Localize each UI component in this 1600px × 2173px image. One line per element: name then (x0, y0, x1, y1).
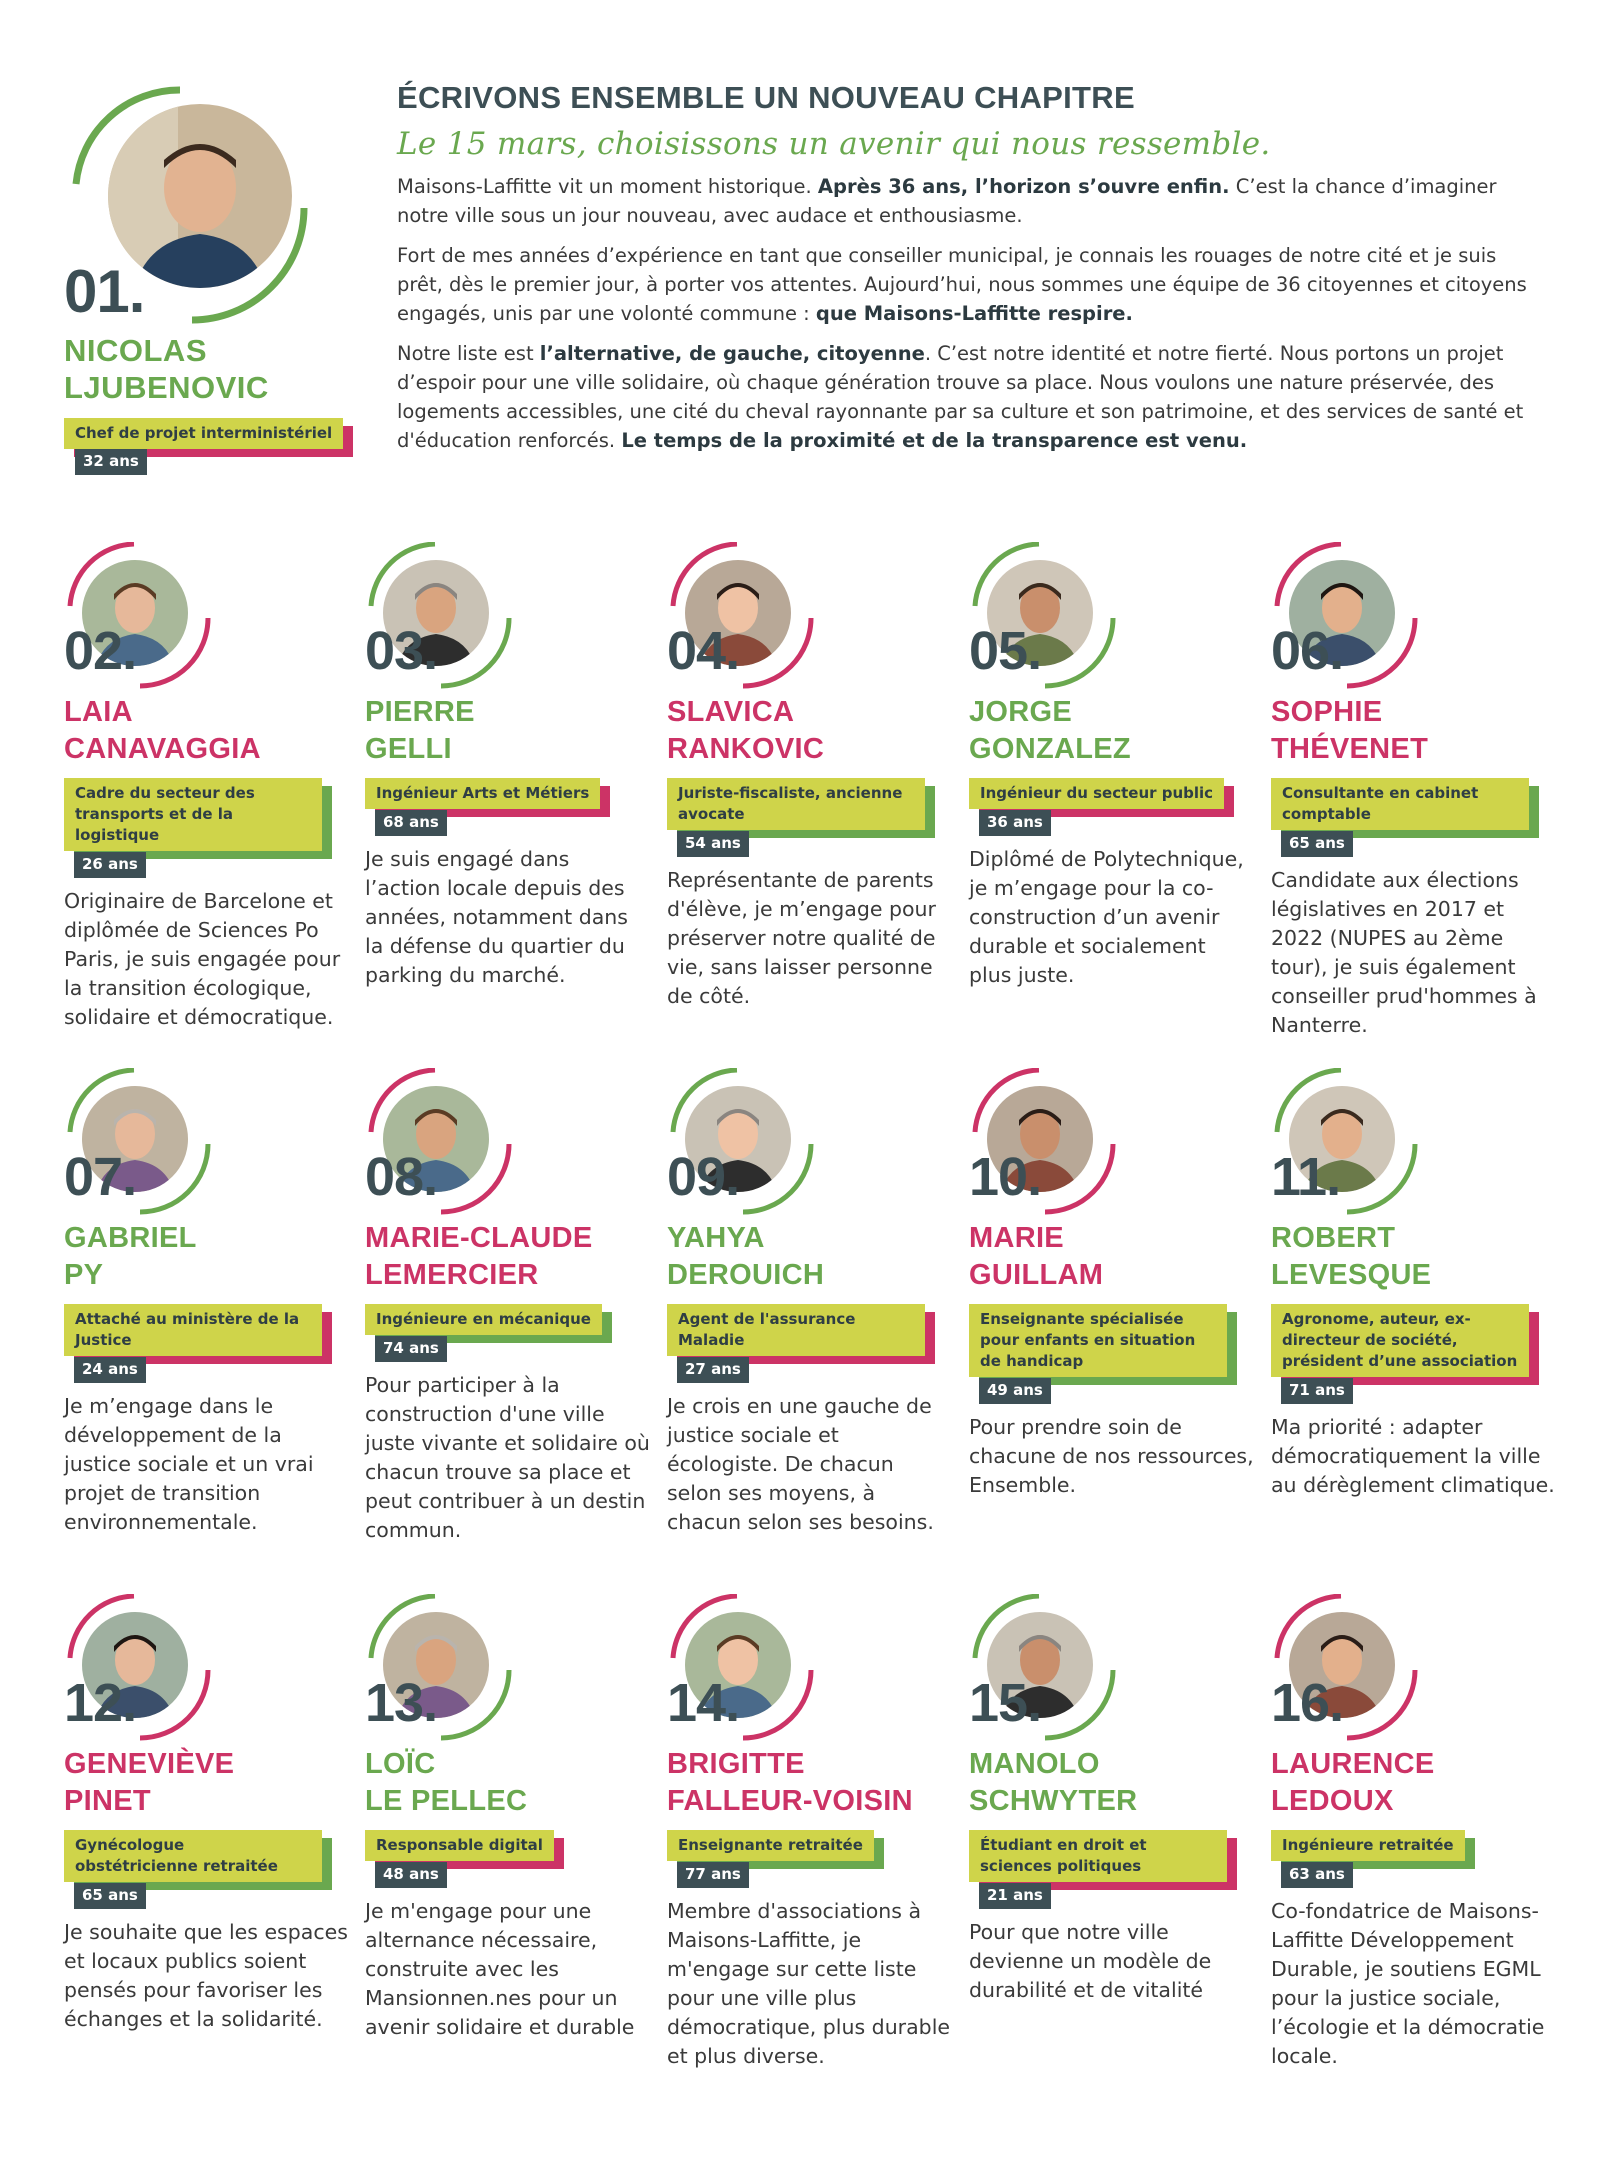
candidate-description: Originaire de Barcelone et diplômée de Sciences Po Paris, je suis engagée pour la transition écologique, solidaire et démocratique. (64, 889, 341, 1029)
candidate-name (969, 1746, 1137, 1820)
candidate-description: Représentante de parents d'élève, je m’engage pour préserver notre qualité de vie, sans laisser personne de côté. (667, 868, 936, 1008)
role-badge (667, 1830, 874, 1861)
role-label: Ingénieur Arts et Métiers (365, 778, 600, 809)
candidate-number: 09. (667, 1147, 740, 1207)
age-badge: 54 ans (677, 831, 749, 857)
role-badge (365, 1304, 602, 1335)
role-badge (969, 778, 1224, 809)
candidate-name (667, 694, 824, 768)
candidate-name (969, 694, 1131, 768)
age-badge: 65 ans (1281, 831, 1353, 857)
first-name: GABRIEL (64, 1222, 197, 1254)
role-badge (1271, 1304, 1529, 1377)
candidate-number: 13. (365, 1673, 438, 1733)
role-label: Agronome, auteur, ex-directeur de société, président d’une association (1271, 1304, 1529, 1377)
intro-title: ÉCRIVONS ENSEMBLE UN NOUVEAU CHAPITRE (397, 80, 1135, 115)
last-name: PINET (64, 1785, 151, 1817)
candidate-name (667, 1220, 824, 1294)
last-name: LEVESQUE (1271, 1259, 1432, 1291)
age-badge: 36 ans (979, 810, 1051, 836)
candidate-number: 03. (365, 621, 438, 681)
last-name: GELLI (365, 733, 452, 765)
candidate-name (1271, 694, 1428, 768)
age-badge: 74 ans (375, 1336, 447, 1362)
age-badge: 27 ans (677, 1357, 749, 1383)
age-badge: 71 ans (1281, 1378, 1353, 1404)
first-name: MARIE (969, 1222, 1064, 1254)
candidate-number: 14. (667, 1673, 740, 1733)
candidate-name (64, 1220, 197, 1294)
candidate-name (1271, 1746, 1435, 1820)
role-label: Gynécologue obstétricienne retraitée (64, 1830, 322, 1882)
bold-text: Après 36 ans, l’horizon s’ouvre enfin. (817, 175, 1230, 198)
age-badge: 49 ans (979, 1378, 1051, 1404)
candidate-number: 02. (64, 621, 137, 681)
candidate-number: 15. (969, 1673, 1042, 1733)
candidate-name (365, 1746, 527, 1820)
role-label: Enseignante spécialisée pour enfants en situation de handicap (969, 1304, 1227, 1377)
age-badge: 26 ans (74, 852, 146, 878)
age-badge: 32 ans (75, 449, 147, 475)
role-label: Attaché au ministère de la Justice (64, 1304, 322, 1356)
role-label: Ingénieure en mécanique (365, 1304, 602, 1335)
role-badge (365, 778, 600, 809)
candidate-description: Ma priorité : adapter démocratiquement la ville au dérèglement climatique. (1271, 1415, 1555, 1497)
candidate-name (365, 694, 475, 768)
first-name: PIERRE (365, 696, 475, 728)
last-name: GUILLAM (969, 1259, 1104, 1291)
role-badge (667, 1304, 925, 1356)
age-badge: 77 ans (677, 1862, 749, 1888)
candidate-description: Membre d'associations à Maisons-Laffitte, je m'engage sur cette liste pour une ville plus démocratique, plus durable et plus diverse. (667, 1899, 950, 2068)
first-name: GENEVIÈVE (64, 1748, 235, 1780)
role-label: Juriste-fiscaliste, ancienne avocate (667, 778, 925, 830)
role-label: Consultante en cabinet comptable (1271, 778, 1529, 830)
candidate-name (64, 1746, 234, 1820)
role-badge (1271, 778, 1529, 830)
last-name: THÉVENET (1271, 733, 1429, 765)
candidate-number: 08. (365, 1147, 438, 1207)
candidate-description: Co-fondatrice de Maisons-Laffitte Développement Durable, je soutiens EGML pour la justice sociale, l’écologie et la démocratie locale. (1271, 1899, 1545, 2068)
age-badge: 65 ans (74, 1883, 146, 1909)
candidate-description: Je suis engagé dans l’action locale depuis des années, notamment dans la défense du quartier du parking du marché. (365, 847, 628, 987)
intro-section (397, 80, 1547, 466)
intro-paragraph (397, 339, 1547, 455)
role-badge (64, 1304, 322, 1356)
last-name: RANKOVIC (667, 733, 825, 765)
candidate-number: 10. (969, 1147, 1042, 1207)
role-label: Ingénieur du secteur public (969, 778, 1224, 809)
last-name: LEMERCIER (365, 1259, 539, 1291)
last-name: SCHWYTER (969, 1785, 1138, 1817)
candidate-name (969, 1220, 1103, 1294)
role-badge (1271, 1830, 1465, 1861)
candidate-description: Pour participer à la construction d'une ville juste vivante et solidaire où chacun trouve sa place et peut contribuer à un destin commun. (365, 1373, 650, 1542)
candidate-description: Je m'engage pour une alternance nécessaire, construite avec les Mansionnen.nes pour un avenir solidaire et durable (365, 1899, 635, 2039)
bold-text: que Maisons-Laffitte respire. (815, 302, 1133, 325)
last-name: DEROUICH (667, 1259, 825, 1291)
role-label: Agent de l'assurance Maladie (667, 1304, 925, 1356)
candidate-description: Pour prendre soin de chacune de nos ressources, Ensemble. (969, 1415, 1254, 1497)
text-run: Maisons-Laffitte vit un moment historique. (397, 175, 818, 198)
text-run: Fort de mes années d’expérience en tant que conseiller municipal, je connais les rouages de notre cité et je suis prêt, dès le premier jour, à porter vos attentes. Aujourd’hui, nous sommes une équipe de 36 citoyennes et citoyens engagés, unis par une volonté commune : (397, 244, 1527, 325)
role-badge (969, 1304, 1227, 1377)
candidate-name (64, 694, 261, 768)
first-name: MARIE-CLAUDE (365, 1222, 593, 1254)
age-badge: 24 ans (74, 1357, 146, 1383)
candidate-description: Je souhaite que les espaces et locaux publics soient pensés pour favoriser les échanges et la solidarité. (64, 1920, 348, 2031)
last-name: PY (64, 1259, 104, 1291)
candidate-name (1271, 1220, 1431, 1294)
first-name: BRIGITTE (667, 1748, 805, 1780)
last-name: GONZALEZ (969, 733, 1131, 765)
first-name: LOÏC (365, 1748, 436, 1780)
first-name: LAIA (64, 696, 133, 728)
first-name: JORGE (969, 696, 1073, 728)
last-name: LE PELLEC (365, 1785, 528, 1817)
text-run: . C’est notre identité et notre fierté. Nous portons un projet d’espoir pour une ville solidaire, où chaque génération trouve sa place. Nous voulons une nature préservée, des logements accessibles, une cité du cheval rayonnante par sa culture et son patrimoine, et des services de santé et d'éducation renforcés. (397, 342, 1524, 452)
first-name: YAHYA (667, 1222, 765, 1254)
candidate-number: 11. (1271, 1147, 1341, 1207)
candidate-number: 07. (64, 1147, 137, 1207)
bold-text: Le temps de la proximité et de la transparence est venu. (621, 429, 1248, 452)
role-badge (365, 1830, 554, 1861)
role-label: Enseignante retraitée (667, 1830, 874, 1861)
candidate-number: 12. (64, 1673, 137, 1733)
candidate-number: 06. (1271, 621, 1344, 681)
text-run: C’est la chance d’imaginer notre ville sous un jour nouveau, avec audace et enthousiasme. (397, 175, 1497, 227)
role-badge (667, 778, 925, 830)
candidate-name (365, 1220, 593, 1294)
last-name: LEDOUX (1271, 1785, 1394, 1817)
age-badge: 68 ans (375, 810, 447, 836)
role-label: Cadre du secteur des transports et de la logistique (64, 778, 322, 851)
role-badge (64, 418, 343, 449)
head-candidate-name (64, 332, 269, 406)
bold-text: l’alternative, de gauche, citoyenne (539, 342, 925, 365)
last-name: CANAVAGGIA (64, 733, 261, 765)
first-name: SLAVICA (667, 696, 795, 728)
text-run: Notre liste est (397, 342, 540, 365)
candidate-description: Pour que notre ville devienne un modèle de durabilité et de vitalité (969, 1920, 1212, 2002)
candidate-description: Je crois en une gauche de justice sociale et écologiste. De chacun selon ses moyens, à chacun selon ses besoins. (667, 1394, 934, 1534)
role-badge (969, 1830, 1227, 1882)
role-badge (64, 778, 322, 851)
first-name: MANOLO (969, 1748, 1100, 1780)
first-name: LAURENCE (1271, 1748, 1435, 1780)
candidate-description: Je m’engage dans le développement de la justice sociale et un vrai projet de transition environnementale. (64, 1394, 314, 1534)
intro-paragraph (397, 241, 1547, 328)
candidate-name (667, 1746, 913, 1820)
candidate-number: 16. (1271, 1673, 1344, 1733)
age-badge: 63 ans (1281, 1862, 1353, 1888)
first-name: SOPHIE (1271, 696, 1383, 728)
role-label: Responsable digital (365, 1830, 554, 1861)
candidate-number: 05. (969, 621, 1042, 681)
role-label: Ingénieure retraitée (1271, 1830, 1465, 1861)
intro-subtitle: Le 15 mars, choisissons un avenir qui nous ressemble. (397, 126, 1271, 162)
first-name: ROBERT (1271, 1222, 1396, 1254)
head-candidate-number: 01. (64, 258, 145, 325)
role-label: Étudiant en droit et sciences politiques (969, 1830, 1227, 1882)
intro-paragraph (397, 172, 1547, 230)
age-badge: 48 ans (375, 1862, 447, 1888)
candidate-description: Diplômé de Polytechnique, je m’engage pour la co-construction d’un avenir durable et socialement plus juste. (969, 847, 1244, 987)
last-name: FALLEUR-VOISIN (667, 1785, 913, 1817)
role-label: Chef de projet interministériel (64, 418, 343, 449)
role-badge (64, 1830, 322, 1882)
candidate-description: Candidate aux élections législatives en 2017 et 2022 (NUPES au 2ème tour), je suis également conseiller prud'hommes à Nanterre. (1271, 868, 1537, 1037)
last-name: LJUBENOVIC (64, 370, 269, 405)
first-name: NICOLAS (64, 333, 207, 368)
candidate-number: 04. (667, 621, 740, 681)
age-badge: 21 ans (979, 1883, 1051, 1909)
